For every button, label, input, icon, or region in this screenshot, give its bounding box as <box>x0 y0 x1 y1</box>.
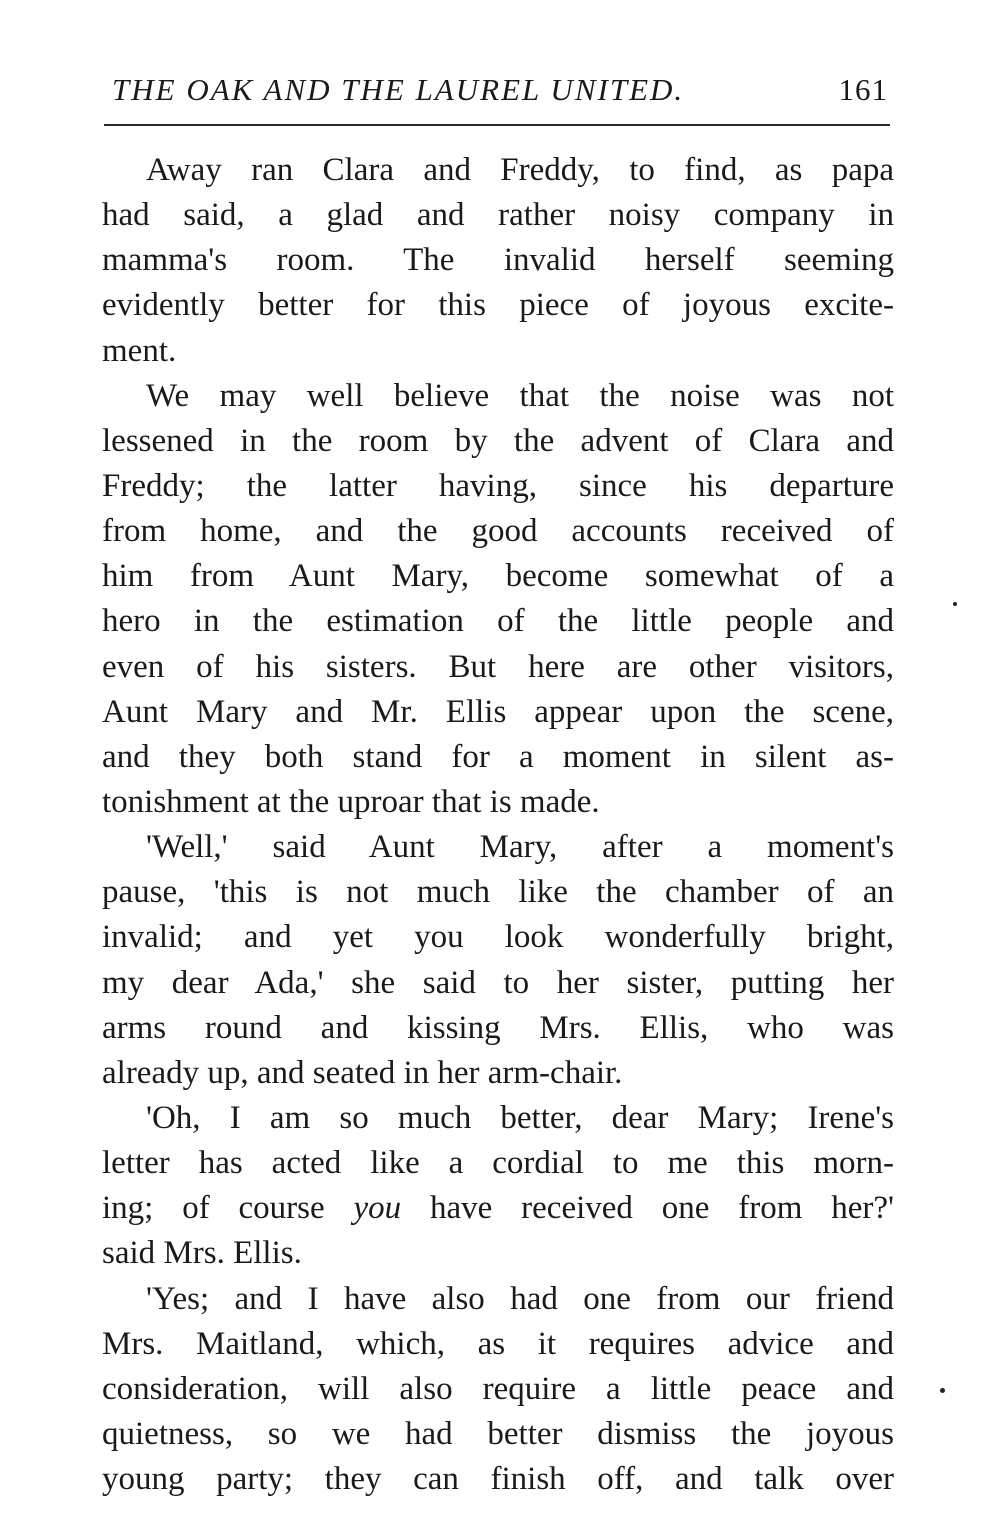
page-number: 161 <box>838 72 888 107</box>
text-line: quietness, so we had better dismiss the joyous <box>102 1415 894 1452</box>
text-line: ment. <box>102 332 177 369</box>
text-line: pause, 'this is not much like the chamber of an <box>102 874 894 911</box>
text-line: even of his sisters. But here are other visitors, <box>102 648 894 685</box>
text-line: said Mrs. Ellis. <box>102 1235 302 1272</box>
text-line: 'Oh, I am so much better, dear Mary; Irene's <box>146 1099 894 1136</box>
text-line: lessened in the room by the advent of Clara and <box>102 422 894 459</box>
text-line: 'Well,' said Aunt Mary, after a moment's <box>146 829 894 866</box>
text-line: Aunt Mary and Mr. Ellis appear upon the scene, <box>102 693 894 730</box>
text-line: from home, and the good accounts received of <box>102 513 894 550</box>
text-line: 'Yes; and I have also had one from our friend <box>146 1280 894 1317</box>
paper-speck <box>940 1388 945 1393</box>
running-title: THE OAK AND THE LAUREL UNITED. <box>112 72 685 107</box>
running-head <box>112 68 892 112</box>
text-line: We may well believe that the noise was not <box>146 377 894 414</box>
text-line: arms round and kissing Mrs. Ellis, who was <box>102 1009 894 1046</box>
header-rule <box>104 124 890 126</box>
text-line: tonishment at the uproar that is made. <box>102 783 600 820</box>
text-line: Freddy; the latter having, since his departure <box>102 467 894 504</box>
text-line: my dear Ada,' she said to her sister, putting her <box>102 964 894 1001</box>
italic-word: you <box>353 1190 402 1227</box>
body-text <box>102 148 894 1502</box>
text-line: evidently better for this piece of joyous excite- <box>102 287 894 324</box>
text-line: consideration, will also require a little peace and <box>102 1370 894 1407</box>
text-line <box>102 1186 894 1231</box>
text-line: young party; they can finish off, and talk over <box>102 1461 894 1498</box>
text-line: had said, a glad and rather noisy company in <box>102 197 894 234</box>
text-line: letter has acted like a cordial to me this morn- <box>102 1145 894 1182</box>
text-line: him from Aunt Mary, become somewhat of a <box>102 558 894 595</box>
text-line: mamma's room. The invalid herself seeming <box>102 242 894 279</box>
text-line: Away ran Clara and Freddy, to find, as papa <box>146 152 894 188</box>
text-line: Mrs. Maitland, which, as it requires advice and <box>102 1325 894 1362</box>
paper-speck <box>953 602 957 606</box>
text-line: invalid; and yet you look wonderfully bright, <box>102 919 894 956</box>
text-line: already up, and seated in her arm-chair. <box>102 1054 623 1091</box>
text-segment: ing; of course <box>102 1190 354 1227</box>
text-segment: have received one from her?' <box>401 1190 895 1227</box>
text-line: and they both stand for a moment in silent as- <box>102 738 894 775</box>
text-line: hero in the estimation of the little people and <box>102 603 894 640</box>
